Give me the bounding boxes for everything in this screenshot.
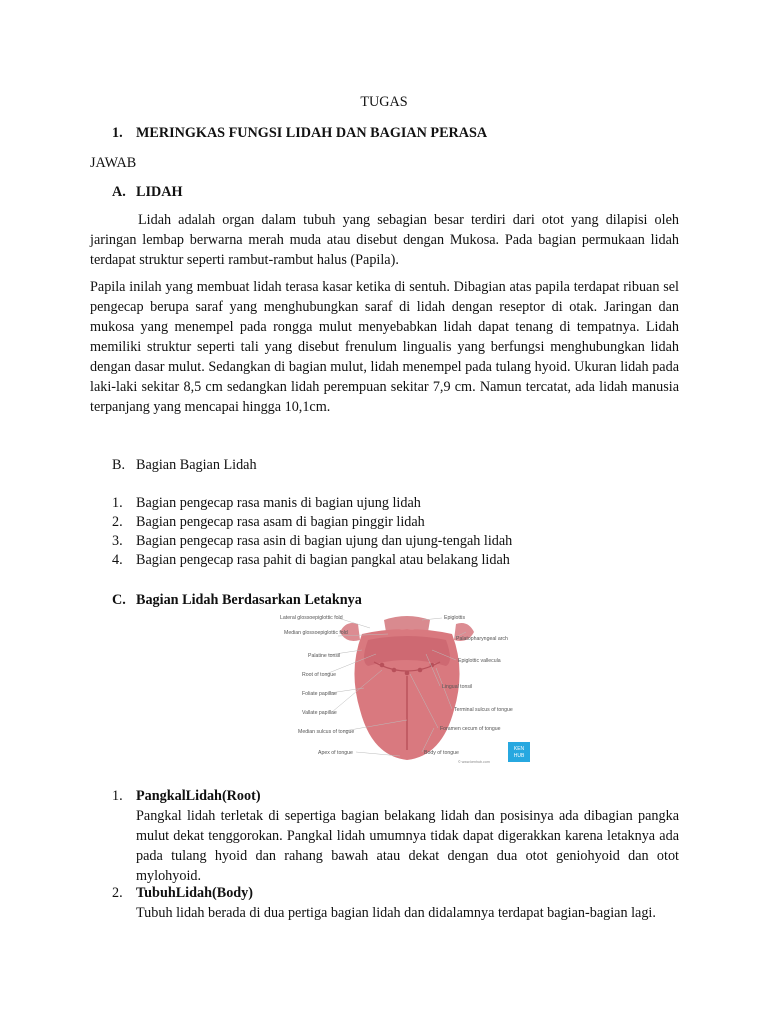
question-text: MERINGKAS FUNGSI LIDAH DAN BAGIAN PERASA [136,125,488,141]
logo-text: KEN [513,746,525,752]
part-title: TubuhLidah(Body) [136,885,253,901]
figure-label: Lingual tonsil [442,684,473,690]
kenhub-logo [508,742,530,762]
part-description: Tubuh lidah berada di dua pertiga bagian lidah dan didalamnya terdapat bagian-bagian lagi. [136,905,656,921]
figure-label: Foramen cecum of tongue [440,726,501,732]
vallate-papilla [380,663,385,668]
figure-label: Lateral glossoepiglottic fold [280,615,343,621]
list-number: 4. [112,552,123,568]
question-number: 1. [112,125,123,141]
section-c-heading [112,590,362,610]
section-b-title: Bagian Bagian Lidah [136,457,257,473]
figure-label: Epiglottis [444,615,466,621]
figure-label: Median sulcus of tongue [298,729,355,735]
figure-label: Root of tongue [302,672,337,678]
figure-label: Epiglottic vallecula [458,658,501,664]
list-number: 3. [112,533,123,549]
vallate-papilla [418,668,423,673]
tongue-anatomy-illustration [276,610,538,770]
list-text: Bagian pengecap rasa asam di bagian pinggir lidah [136,514,425,530]
list-number: 2. [112,885,123,901]
part-item-body-heading [112,883,253,903]
figure-label: Body of tongue [424,750,459,756]
list-number: 2. [112,514,123,530]
figure-label: Median glossoepiglottic fold [284,630,348,636]
part-title: PangkalLidah(Root) [136,788,261,804]
section-a-heading [112,182,183,202]
figure-label: Palatine tonsil [308,653,341,659]
section-a-title: LIDAH [136,184,183,200]
vallate-papilla [430,663,435,668]
figure-label: Palatopharyngeal arch [456,636,508,642]
list-number: 1. [112,788,123,804]
figure-label: Terminal sulcus of tongue [454,707,513,713]
part-description: Pangkal lidah terletak di sepertiga bagian belakang lidah dan posisinya ada dibagian pangka mulut dekat tenggorokan. Pangkal lidah umumnya tidak dapat digerakkan karena letaknya ada pada tulang hyoid dan rahang bawah atau dekat dengan dua otot geniohyoid dan otot mylohyoid. [136,808,679,884]
tongue-anatomy-figure [276,610,538,770]
section-b-letter: B. [112,457,126,473]
question-heading [112,123,487,143]
part-item-root-heading [112,786,261,806]
list-number: 1. [112,495,123,511]
section-a-paragraph-2: Papila inilah yang membuat lidah terasa kasar ketika di sentuh. Dibagian atas papila terdapat ribuan sel pengecap berupa saraf yang menghubungkan saraf di lidah dengan reseptor di otak. Jaringan dan mukosa yang menempel pada rongga mulut menyebabkan lidah dapat tenang di tempatnya. Lidah memiliki struktur seperti tali yang disebut frenulum lingualis yang berfungsi menghubungkan lidah dengan dasar mulut. Sedangkan di bagian mulut, lidah menempel pada tulang hyoid. Ukuran lidah pada laki-laki sekitar 8,5 cm sedangkan lidah perempuan sekitar 7,9 cm. Namun tercatat, ada lidah manusia terpanjang yang mencapai hingga 10,1cm. [90,279,679,415]
figure-copyright: © www.kenhub.com [458,760,490,764]
section-a-letter: A. [112,184,126,200]
figure-label: Vallate papillae [302,710,337,716]
list-text: Bagian pengecap rasa pahit di bagian pangkal atau belakang lidah [136,552,510,568]
vallate-papilla [392,668,397,673]
vallate-papilla [405,671,410,676]
answer-label: JAWAB [90,155,137,171]
list-text: Bagian pengecap rasa asin di bagian ujung dan ujung-tengah lidah [136,533,513,549]
list-text: Bagian pengecap rasa manis di bagian ujung lidah [136,495,421,511]
logo-text: HUB [513,753,525,759]
page-title: TUGAS [360,94,408,110]
section-c-title: Bagian Lidah Berdasarkan Letaknya [136,592,362,608]
section-c-letter: C. [112,592,126,608]
section-a-paragraph-1: Lidah adalah organ dalam tubuh yang sebagian besar terdiri dari otot yang dilapisi oleh jaringan lembap berwarna merah muda atau disebut dengan Mukosa. Pada bagian permukaan lidah terdapat struktur seperti rambut-rambut halus (Papila). [90,212,679,268]
figure-label: Apex of tongue [318,750,353,756]
section-b-heading [112,455,257,475]
figure-label: Foliate papillae [302,691,337,697]
